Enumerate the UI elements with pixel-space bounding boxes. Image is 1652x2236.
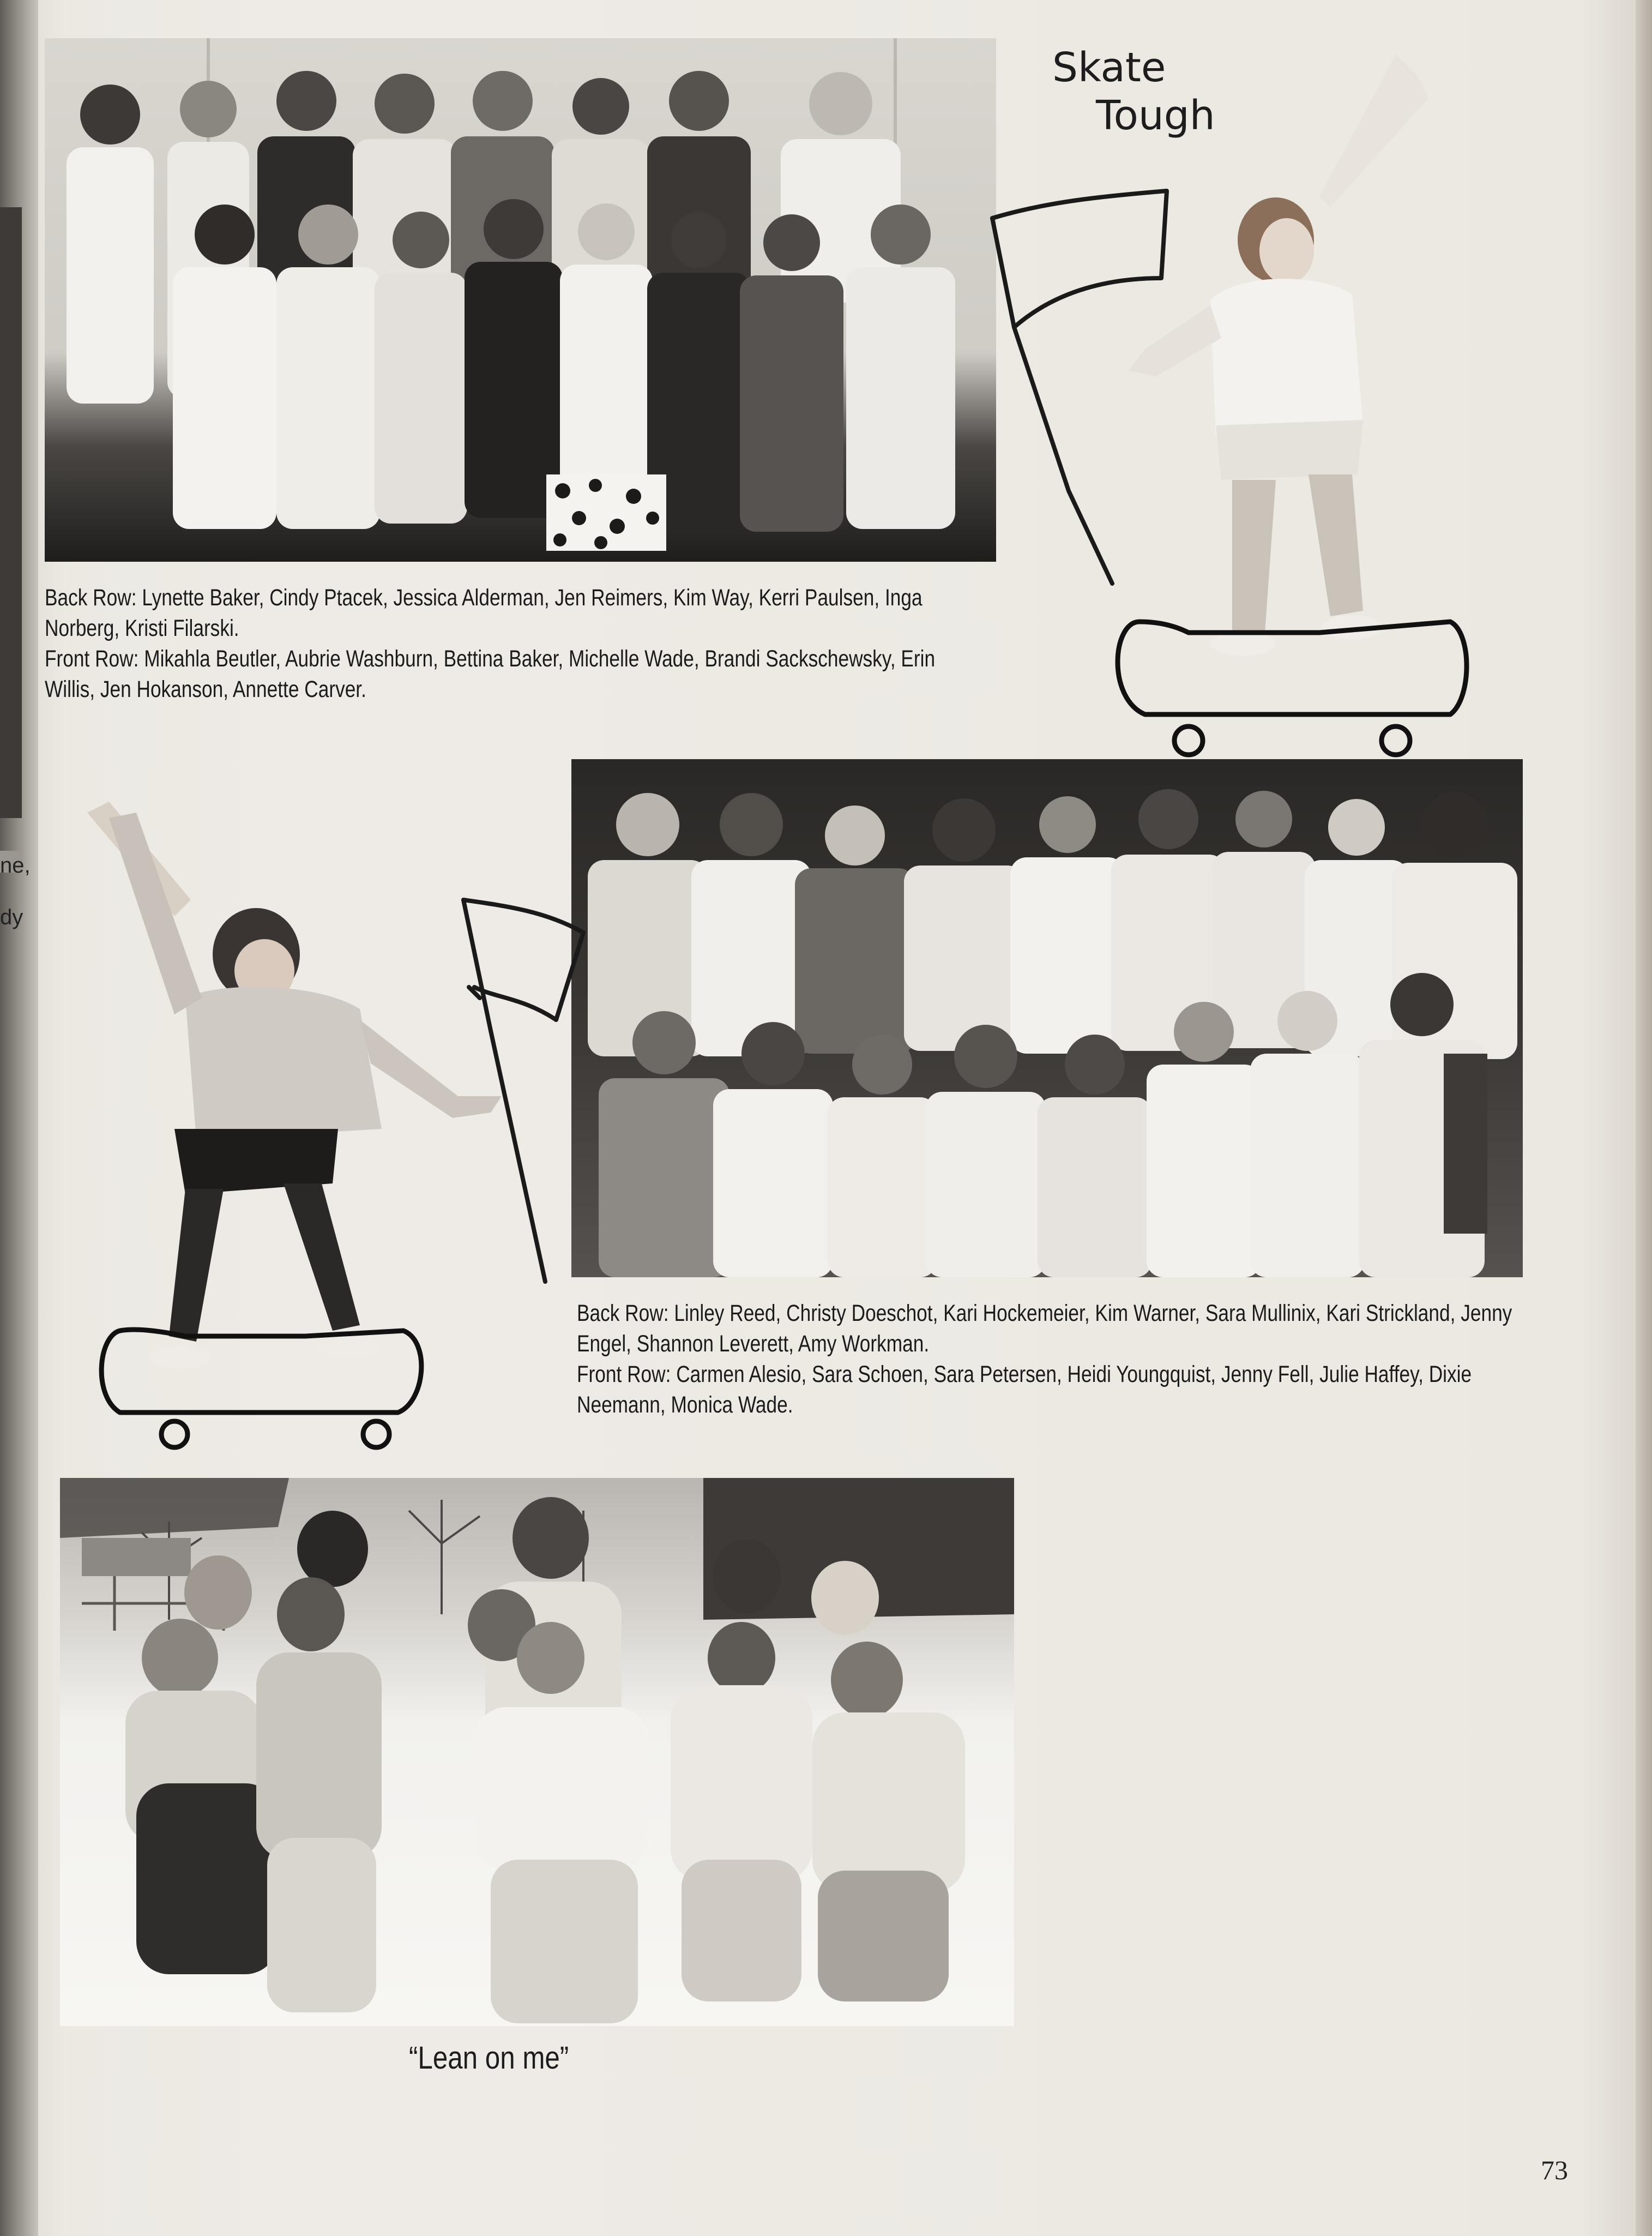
skateboard-doodle-1 [1118, 622, 1467, 755]
page-title-line-1: Skate [1052, 44, 1166, 91]
group-2-caption [577, 1298, 1534, 1420]
skater-1-figure [1129, 55, 1428, 656]
group-2-back-row: Back Row: Linley Reed, Christy Doeschot, Kari Hockemeier, Kim Warner, Sara Mullinix, Kari Strickland, Jenny Engel, Shannon Leverett, Amy Workman. [577, 1300, 1512, 1357]
page-title-line-2: Tough [1096, 92, 1215, 139]
adjacent-page-text: dy [0, 905, 23, 929]
group-1-front-row: Front Row: Mikahla Beutler, Aubrie Washburn, Bettina Baker, Michelle Wade, Brandi Sackschewsky, Erin Willis, Jen Hokanson, Annette Carver. [45, 646, 936, 702]
adjacent-page-text: ne, [0, 853, 31, 877]
group-photo-2 [571, 759, 1523, 1277]
snow-photo-caption: “Lean on me” [409, 2040, 569, 2076]
group-1-back-row: Back Row: Lynette Baker, Cindy Ptacek, Jessica Alderman, Jen Reimers, Kim Way, Kerri Paulsen, Inga Norberg, Kristi Filarski. [45, 585, 923, 641]
group-1-caption [45, 582, 979, 705]
page-binding-edge [1636, 0, 1652, 2236]
skater-1-cutout [981, 44, 1472, 774]
page-number: 73 [1541, 2155, 1568, 2185]
group-photo-1 [45, 38, 996, 562]
skater-2-cutout [76, 791, 611, 1445]
snow-group-photo [60, 1478, 1014, 2026]
skater-2-figure [87, 802, 502, 1369]
flag-doodle-1 [992, 191, 1167, 584]
flag-doodle-2 [463, 900, 583, 1282]
group-2-front-row: Front Row: Carmen Alesio, Sara Schoen, Sara Petersen, Heidi Youngquist, Jenny Fell, Julie Haffey, Dixie Neemann, Monica Wade. [577, 1361, 1472, 1418]
adjacent-page-photo [0, 207, 22, 818]
